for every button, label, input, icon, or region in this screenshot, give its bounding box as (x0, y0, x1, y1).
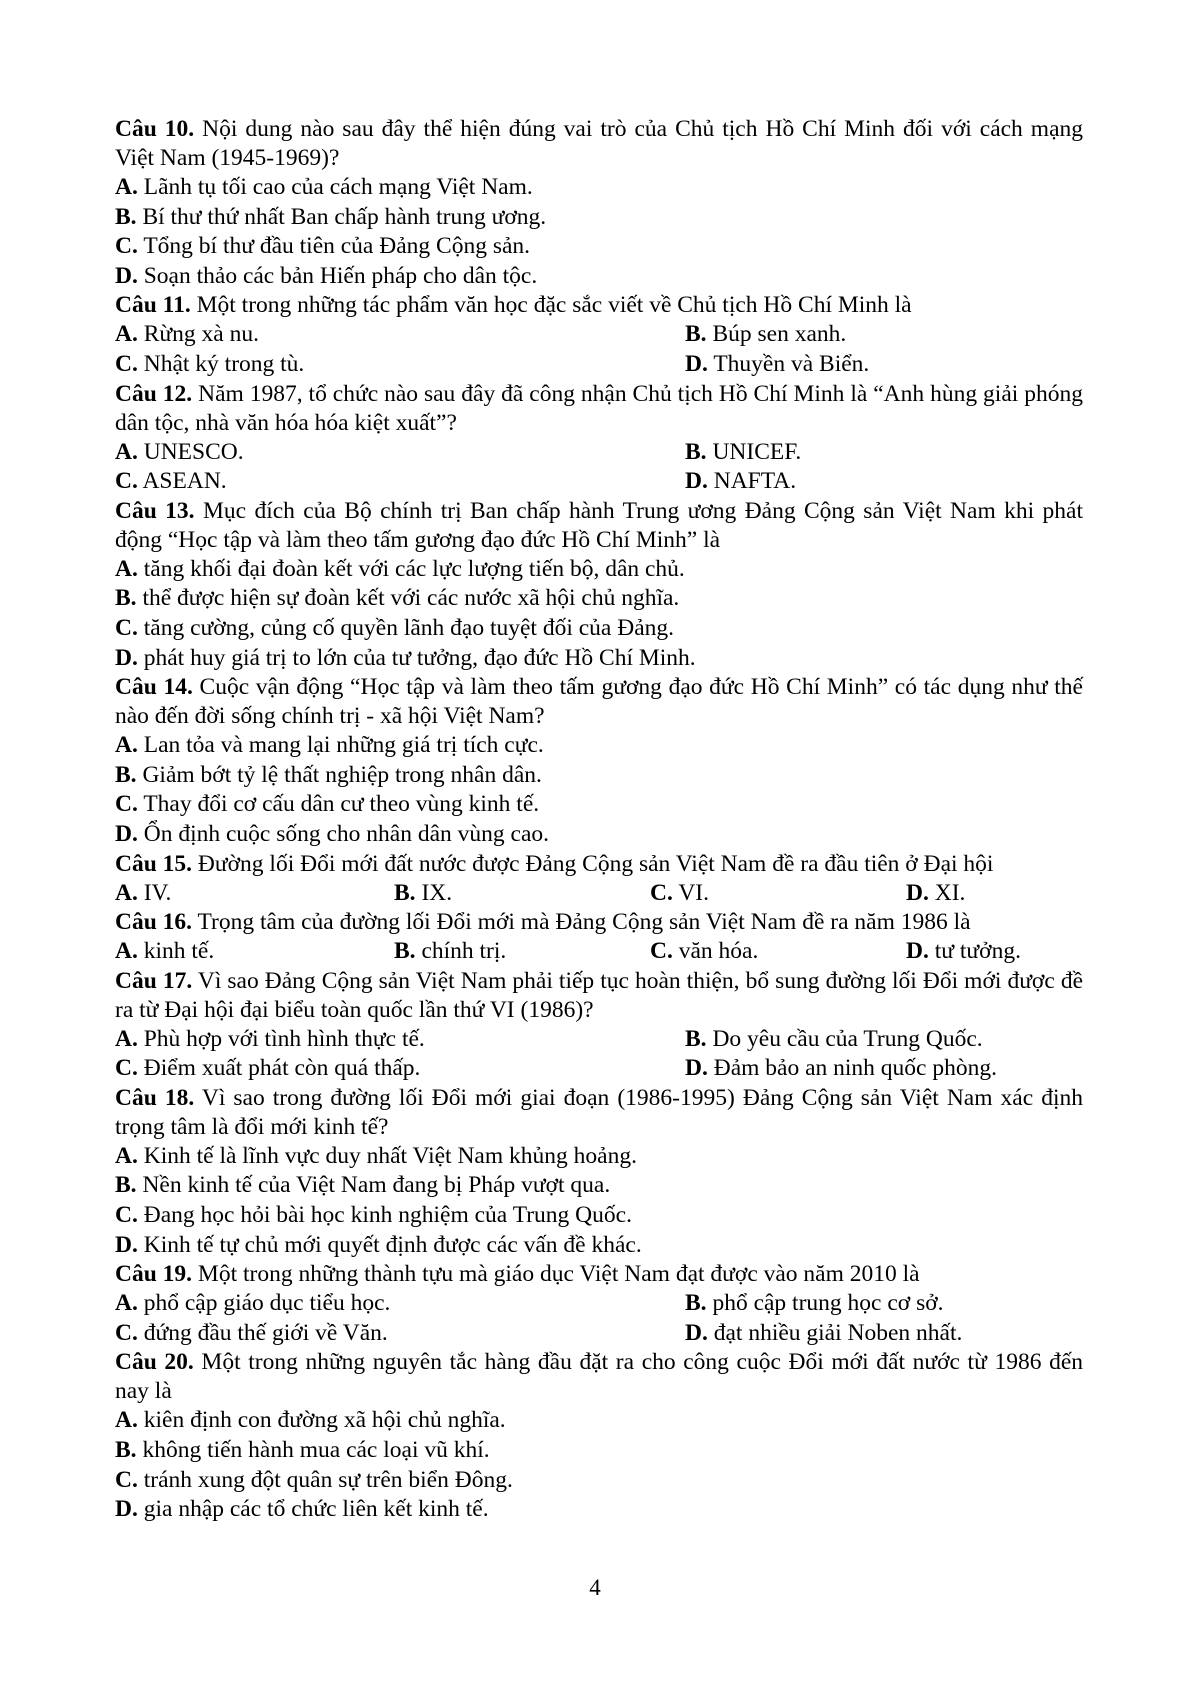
option-row (115, 467, 1083, 497)
question-text: Đường lối Đổi mới đất nước được Đảng Cộng sản Việt Nam đề ra đầu tiên ở Đại hội (197, 850, 994, 877)
question-number: Câu 17. (115, 967, 193, 994)
page-number: 4 (589, 1575, 601, 1600)
option-text: Đảm bảo an ninh quốc phòng. (713, 1055, 997, 1082)
question-block (115, 1260, 1083, 1348)
answer-option (115, 1231, 1083, 1261)
answer-option (115, 173, 1083, 203)
option-text: gia nhập các tổ chức liên kết kinh tế. (143, 1496, 489, 1523)
option-text: Giảm bớt tỷ lệ thất nghiệp trong nhân dân. (142, 761, 542, 788)
answer-option (115, 1025, 685, 1055)
answer-option (685, 1319, 962, 1349)
option-label: A. (115, 438, 138, 465)
option-label: D. (906, 879, 929, 906)
answer-option (685, 320, 846, 350)
option-text: phổ cập giáo dục tiểu học. (143, 1290, 391, 1317)
option-text: văn hóa. (678, 938, 759, 965)
question-text: Một trong những nguyên tắc hàng đầu đặt ra cho công cuộc Đổi mới đất nước từ 1986 đến nay là (115, 1349, 1083, 1405)
answer-option (685, 467, 796, 497)
answer-option (115, 320, 685, 350)
option-text: Soạn thảo các bản Hiến pháp cho dân tộc. (143, 262, 538, 289)
option-text: kinh tế. (143, 938, 215, 965)
option-label: A. (115, 1290, 138, 1317)
answer-option (685, 438, 801, 468)
option-text: Phù hợp với tình hình thực tế. (143, 1025, 425, 1052)
option-row (115, 320, 1083, 350)
option-label: C. (115, 614, 138, 641)
answer-option (394, 879, 650, 909)
option-text: kiên định con đường xã hội chủ nghĩa. (143, 1407, 506, 1434)
option-label: A. (115, 1142, 138, 1169)
option-label: B. (685, 321, 707, 348)
option-label: B. (115, 761, 137, 788)
question-block (115, 850, 1083, 909)
option-label: B. (115, 203, 137, 230)
question-block (115, 1348, 1083, 1524)
answer-option (650, 879, 906, 909)
question-block (115, 1084, 1083, 1260)
option-row (115, 350, 1083, 380)
answer-option (394, 937, 650, 967)
option-row (115, 1319, 1083, 1349)
option-row (115, 438, 1083, 468)
answer-option (115, 467, 685, 497)
answer-option (685, 350, 869, 380)
option-label: C. (650, 879, 673, 906)
option-text: phổ cập trung học cơ sở. (712, 1290, 944, 1317)
option-label: D. (115, 644, 138, 671)
option-label: D. (685, 350, 708, 377)
option-label: B. (394, 879, 416, 906)
question-block (115, 497, 1083, 673)
question-number: Câu 15. (115, 850, 193, 877)
answer-option (115, 350, 685, 380)
option-label: B. (115, 1437, 137, 1464)
option-label: C. (115, 468, 138, 495)
question-number: Câu 16. (115, 909, 193, 936)
option-text: tránh xung đột quân sự trên biển Đông. (143, 1466, 513, 1493)
option-text: Búp sen xanh. (712, 321, 847, 348)
answer-option (906, 879, 965, 909)
option-label: B. (394, 938, 416, 965)
option-text: Rừng xà nu. (143, 321, 259, 348)
answer-option (115, 232, 1083, 262)
option-label: A. (115, 321, 138, 348)
option-row (115, 879, 1083, 909)
answer-option (115, 1142, 1083, 1172)
answer-option (685, 1025, 983, 1055)
option-label: C. (115, 1055, 138, 1082)
option-row (115, 1054, 1083, 1084)
question-list (115, 115, 1083, 1525)
answer-option (115, 644, 1083, 674)
answer-option (115, 937, 394, 967)
option-text: đạt nhiều giải Noben nhất. (713, 1319, 963, 1346)
answer-option (115, 1466, 1083, 1496)
option-label: B. (115, 1172, 137, 1199)
option-text: không tiến hành mua các loại vũ khí. (142, 1437, 490, 1464)
question-block (115, 967, 1083, 1084)
question-stem (115, 908, 1083, 937)
option-label: D. (685, 468, 708, 495)
question-stem (115, 291, 1083, 320)
answer-option (115, 1289, 685, 1319)
option-text: UNESCO. (143, 438, 244, 465)
option-text: Nhật ký trong tù. (143, 350, 305, 377)
question-number: Câu 12. (115, 380, 193, 407)
question-stem (115, 967, 1083, 1025)
option-text: Lan tỏa và mang lại những giá trị tích cực. (143, 732, 544, 759)
option-text: Thay đổi cơ cấu dân cư theo vùng kinh tế. (143, 791, 540, 818)
option-text: Kinh tế tự chủ mới quyết định được các vấn đề khác. (143, 1231, 642, 1258)
question-stem (115, 380, 1083, 438)
option-text: VI. (678, 879, 709, 906)
option-label: C. (115, 1202, 138, 1229)
answer-option (115, 1436, 1083, 1466)
question-number: Câu 20. (115, 1349, 194, 1376)
option-text: UNICEF. (712, 438, 802, 465)
option-label: A. (115, 938, 138, 965)
option-text: XI. (934, 879, 966, 906)
question-text: Một trong những thành tựu mà giáo dục Việt Nam đạt được vào năm 2010 là (197, 1261, 920, 1288)
option-text: Bí thư thứ nhất Ban chấp hành trung ương. (142, 203, 547, 230)
option-text: đứng đầu thế giới về Văn. (143, 1319, 388, 1346)
answer-option (115, 1495, 1083, 1525)
option-label: A. (115, 174, 138, 200)
question-text: Vì sao trong đường lối Đổi mới giai đoạn (1986-1995) Đảng Cộng sản Việt Nam xác định trọng tâm là đổi mới kinh tế? (115, 1084, 1083, 1140)
question-block (115, 380, 1083, 497)
option-label: B. (685, 1290, 707, 1317)
answer-option (650, 937, 906, 967)
option-label: D. (685, 1055, 708, 1082)
answer-option (115, 203, 1083, 233)
option-text: tăng khối đại đoàn kết với các lực lượng tiến bộ, dân chủ. (143, 555, 685, 582)
option-text: Tổng bí thư đầu tiên của Đảng Cộng sản. (143, 233, 531, 260)
option-label: A. (115, 555, 138, 582)
answer-option (685, 1054, 997, 1084)
option-label: D. (906, 938, 929, 965)
question-number: Câu 18. (115, 1084, 195, 1111)
option-label: B. (685, 438, 707, 465)
option-label: B. (115, 585, 137, 612)
question-stem (115, 1084, 1083, 1142)
question-stem (115, 497, 1083, 555)
option-label: A. (115, 732, 138, 759)
option-row (115, 937, 1083, 967)
answer-option (115, 584, 1083, 614)
question-text: Một trong những tác phẩm văn học đặc sắc viết về Chủ tịch Hồ Chí Minh là (196, 292, 912, 319)
answer-option (115, 761, 1083, 791)
option-label: B. (685, 1025, 707, 1052)
question-text: Nội dung nào sau đây thể hiện đúng vai trò của Chủ tịch Hồ Chí Minh đối với cách mạng Việt Nam (1945-1969)? (115, 116, 1084, 171)
question-text: Vì sao Đảng Cộng sản Việt Nam phải tiếp tục hoàn thiện, bổ sung đường lối Đổi mới được đề ra từ Đại hội đại biểu toàn quốc lần thứ VI (1986)? (115, 967, 1084, 1023)
answer-option (115, 820, 1083, 850)
question-number: Câu 14. (115, 674, 193, 701)
answer-option (115, 1319, 685, 1349)
answer-option (906, 937, 1021, 967)
option-text: IV. (143, 879, 172, 906)
answer-option (115, 879, 394, 909)
question-stem (115, 115, 1083, 173)
answer-option (115, 555, 1083, 585)
option-text: Đang học hỏi bài học kinh nghiệm của Trung Quốc. (143, 1202, 632, 1229)
option-label: D. (115, 262, 138, 289)
option-text: IX. (421, 879, 453, 906)
option-label: A. (115, 879, 138, 906)
question-stem (115, 1348, 1083, 1406)
option-label: A. (115, 1407, 138, 1434)
answer-option (115, 790, 1083, 820)
option-label: C. (115, 1319, 138, 1346)
question-block (115, 673, 1083, 849)
option-label: D. (115, 1231, 138, 1258)
option-label: D. (685, 1319, 708, 1346)
option-label: A. (115, 1025, 138, 1052)
answer-option (115, 1054, 685, 1084)
question-number: Câu 19. (115, 1261, 193, 1288)
answer-option (115, 438, 685, 468)
question-block (115, 291, 1083, 379)
option-label: D. (115, 820, 138, 847)
option-text: phát huy giá trị to lớn của tư tưởng, đạo đức Hồ Chí Minh. (143, 644, 696, 671)
option-text: Nền kinh tế của Việt Nam đang bị Pháp vượt qua. (142, 1172, 611, 1199)
option-label: C. (115, 233, 138, 260)
question-stem (115, 850, 1083, 879)
question-text: Cuộc vận động “Học tập và làm theo tấm gương đạo đức Hồ Chí Minh” có tác dụng như thế nào đến đời sống chính trị - xã hội Việt Nam? (115, 674, 1083, 730)
option-row (115, 1025, 1083, 1055)
question-number: Câu 10. (115, 116, 195, 142)
answer-option (115, 731, 1083, 761)
option-text: Do yêu cầu của Trung Quốc. (712, 1025, 983, 1052)
option-row (115, 1289, 1083, 1319)
answer-option (685, 1289, 944, 1319)
option-label: C. (115, 1466, 138, 1493)
option-label: C. (115, 350, 138, 377)
option-text: Lãnh tụ tối cao của cách mạng Việt Nam. (143, 174, 533, 200)
question-text: Mục đích của Bộ chính trị Ban chấp hành Trung ương Đảng Cộng sản Việt Nam khi phát động “Học tập và làm theo tấm gương đạo đức Hồ Chí Minh” là (115, 497, 1083, 553)
option-text: chính trị. (421, 938, 507, 965)
question-number: Câu 11. (115, 292, 191, 319)
question-text: Trọng tâm của đường lối Đổi mới mà Đảng Cộng sản Việt Nam đề ra năm 1986 là (197, 909, 971, 936)
question-stem (115, 673, 1083, 731)
option-text: ASEAN. (142, 468, 227, 495)
question-block (115, 115, 1083, 291)
option-text: tư tưởng. (934, 938, 1021, 965)
option-text: NAFTA. (713, 468, 797, 495)
option-text: Thuyền và Biển. (713, 350, 870, 377)
question-block (115, 908, 1083, 967)
option-text: tăng cường, củng cố quyền lãnh đạo tuyệt đối của Đảng. (143, 614, 674, 641)
option-label: C. (115, 791, 138, 818)
answer-option (115, 614, 1083, 644)
option-text: Ổn định cuộc sống cho nhân dân vùng cao. (143, 820, 550, 847)
answer-option (115, 1406, 1083, 1436)
answer-option (115, 1171, 1083, 1201)
option-text: Điểm xuất phát còn quá thấp. (143, 1055, 421, 1082)
option-label: D. (115, 1496, 138, 1523)
answer-option (115, 1201, 1083, 1231)
question-text: Năm 1987, tổ chức nào sau đây đã công nhận Chủ tịch Hồ Chí Minh là “Anh hùng giải phóng dân tộc, nhà văn hóa hóa kiệt xuất”? (115, 380, 1084, 436)
answer-option (115, 262, 1083, 292)
question-number: Câu 13. (115, 497, 195, 524)
question-stem (115, 1260, 1083, 1289)
option-text: Kinh tế là lĩnh vực duy nhất Việt Nam khủng hoảng. (143, 1142, 637, 1169)
option-text: thể được hiện sự đoàn kết với các nước xã hội chủ nghĩa. (142, 585, 680, 612)
option-label: C. (650, 938, 673, 965)
